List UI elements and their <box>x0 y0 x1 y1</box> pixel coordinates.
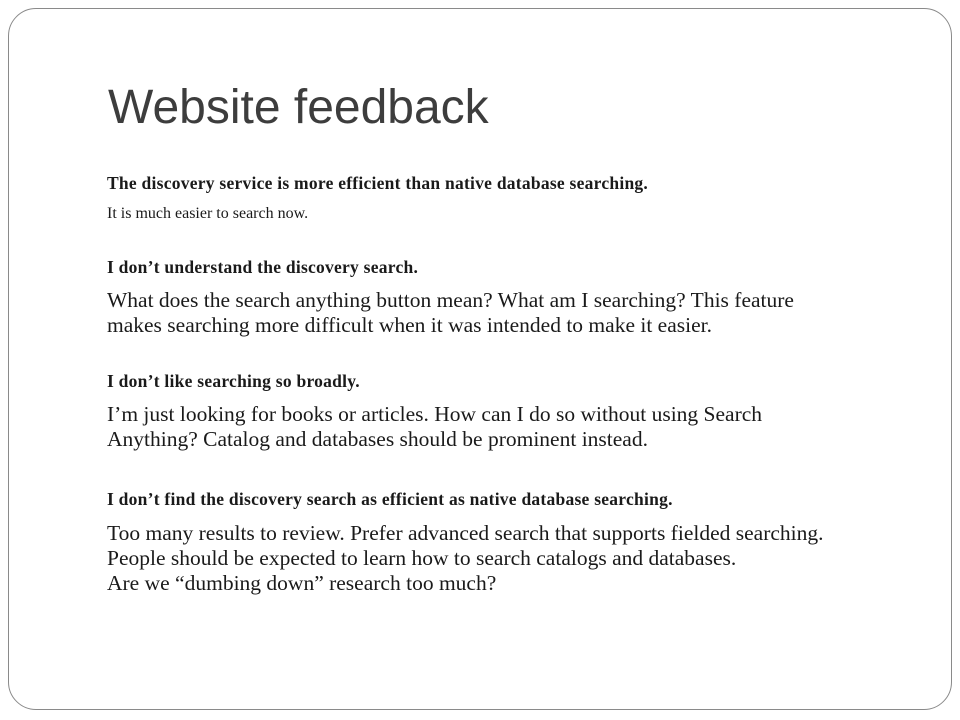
feedback-heading-broadly: I don’t like searching so broadly. <box>107 371 360 391</box>
feedback-comment-search-anything <box>107 288 937 338</box>
comment-line: Too many results to review. Prefer advanced search that supports fielded searching. <box>107 521 824 545</box>
feedback-heading-efficient: The discovery service is more efficient than native database searching. <box>107 173 649 193</box>
comment-line: What does the search anything button mean? What am I searching? This feature <box>107 288 794 312</box>
feedback-heading-not-efficient: I don’t find the discovery search as efficient as native database searching. <box>107 489 673 509</box>
slide-title: Website feedback <box>108 81 489 134</box>
feedback-comment-too-many-results <box>107 521 937 596</box>
feedback-comment-easier: It is much easier to search now. <box>107 205 309 222</box>
comment-line: People should be expected to learn how to search catalogs and databases. <box>107 546 737 570</box>
comment-line: makes searching more difficult when it was intended to make it easier. <box>107 313 713 337</box>
feedback-heading-dont-understand: I don’t understand the discovery search. <box>107 257 419 277</box>
comment-line: Are we “dumbing down” research too much? <box>107 571 497 595</box>
comment-line: I’m just looking for books or articles. How can I do so without using Search <box>107 402 763 426</box>
comment-line: Anything? Catalog and databases should be prominent instead. <box>107 427 648 451</box>
feedback-comment-books-articles <box>107 402 937 452</box>
